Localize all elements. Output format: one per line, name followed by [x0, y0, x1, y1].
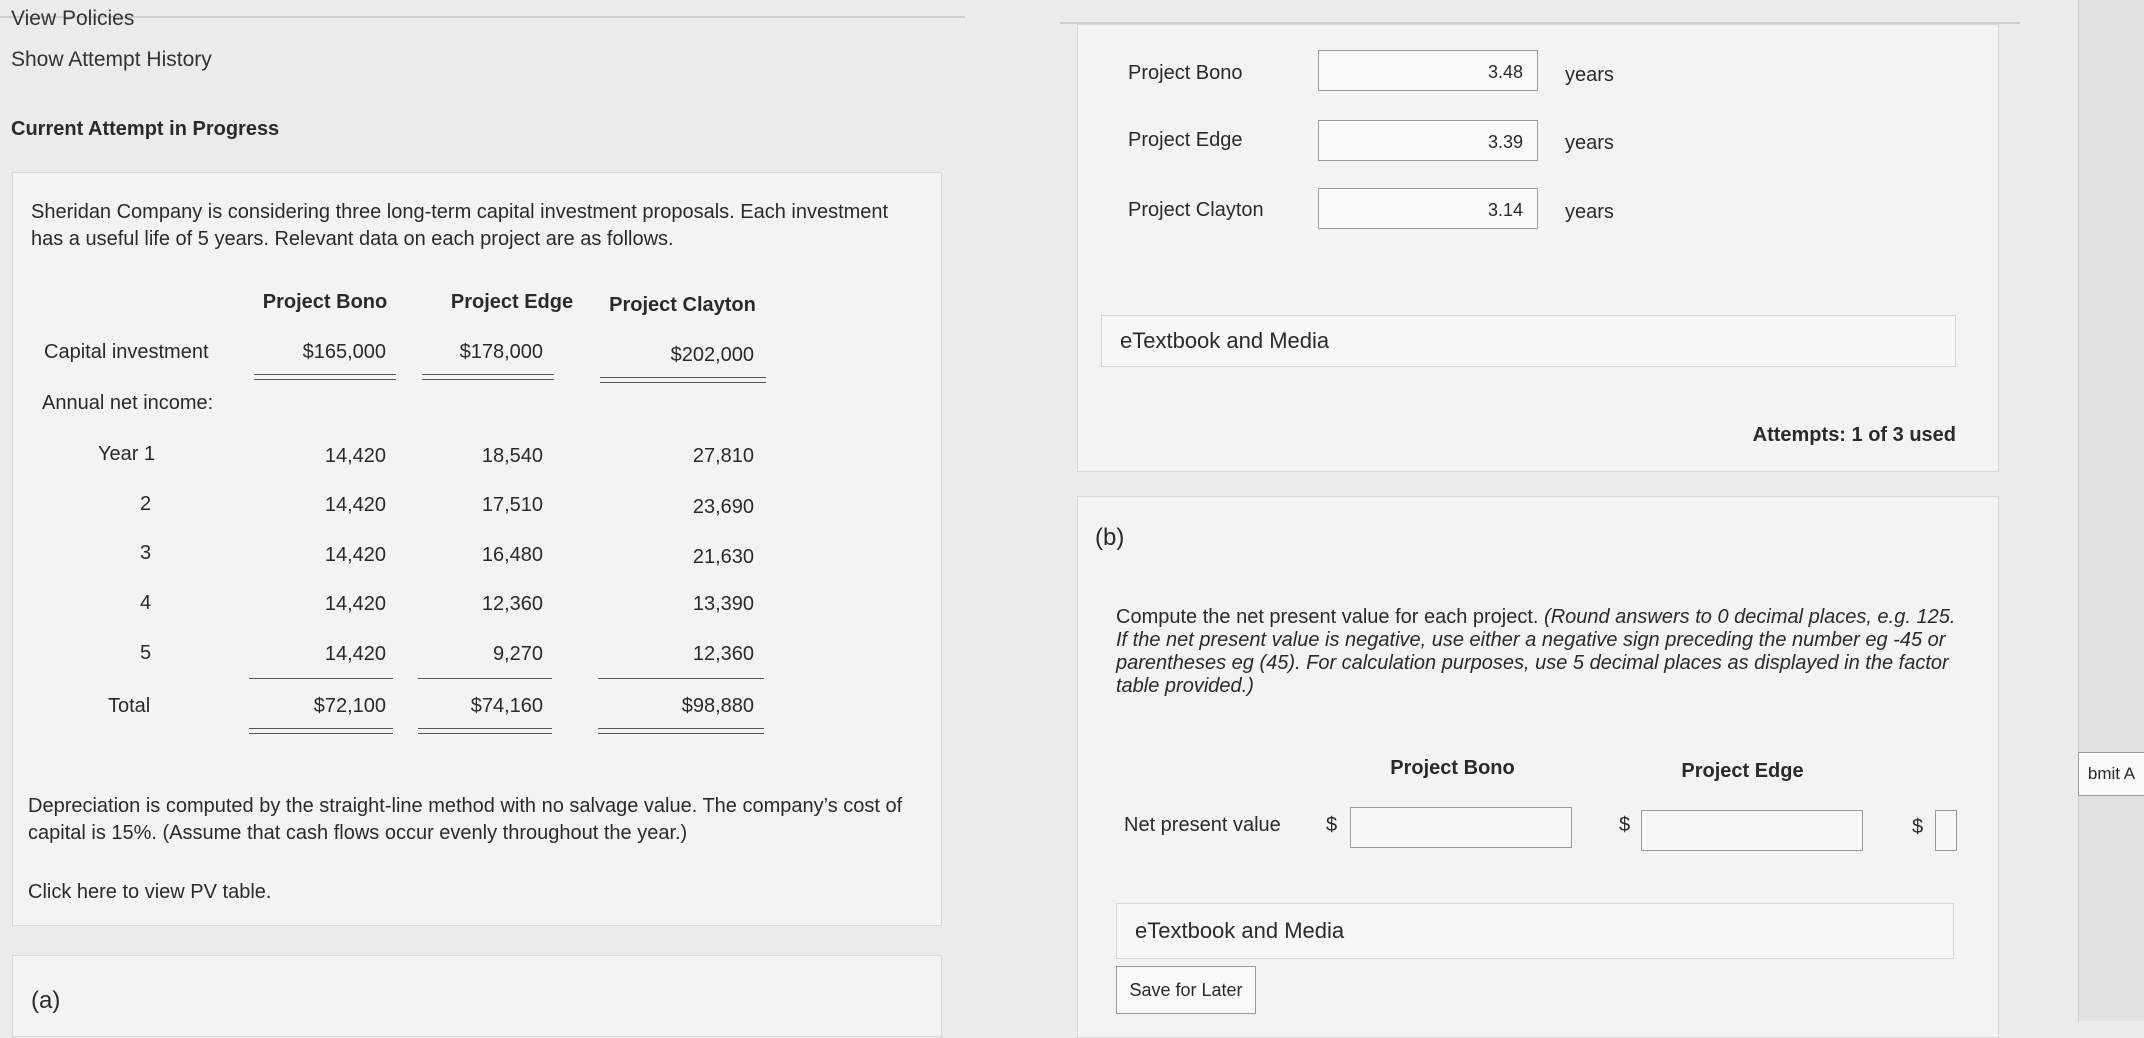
npv-label: Net present value	[1124, 814, 1281, 836]
cell-clayton: 12,360	[692, 643, 754, 665]
cell-edge: 9,270	[492, 643, 543, 665]
part-a-label: (a)	[31, 987, 61, 1014]
total-label: Total	[108, 695, 151, 717]
top-divider-left	[0, 16, 965, 18]
etextbook-media-b[interactable]: eTextbook and Media	[1116, 903, 1954, 959]
cell-bono: 14,420	[324, 494, 386, 516]
etextbook-media-a[interactable]: eTextbook and Media	[1101, 315, 1956, 367]
cell-edge: 17,510	[481, 494, 543, 516]
total-bono: $72,100	[313, 695, 386, 717]
cell-edge: 12,360	[481, 593, 543, 615]
currency-symbol: $	[1619, 814, 1631, 836]
payback-unit: years	[1565, 132, 1614, 154]
payback-unit: years	[1565, 64, 1614, 86]
depreciation-text: Depreciation is computed by the straight-line method with no salvage value. The company’s cost of capital is 15%. (Assume that cash flows occur evenly throughout the year.)	[28, 795, 903, 844]
attempts-counter: Attempts: 1 of 3 used	[1752, 424, 1956, 446]
capital-edge: $178,000	[459, 341, 543, 363]
pv-table-link[interactable]: Click here to view PV table.	[28, 881, 272, 903]
cell-bono: 14,420	[324, 544, 386, 566]
cell-clayton: 13,390	[692, 593, 754, 615]
row-label: 2	[140, 493, 152, 515]
col-header-edge: Project Edge	[450, 291, 574, 313]
npv-input-edge[interactable]	[1641, 810, 1863, 851]
npv-instruction-plain: Compute the net present value for each project.	[1116, 606, 1545, 628]
capital-clayton: $202,000	[670, 344, 754, 366]
show-attempt-history-link[interactable]: Show Attempt History	[11, 48, 212, 71]
payback-label-bono: Project Bono	[1128, 62, 1243, 84]
part-a-panel	[12, 955, 942, 1037]
save-for-later-button[interactable]: Save for Later	[1116, 966, 1256, 1014]
part-b-label: (b)	[1095, 524, 1125, 551]
submit-answer-button[interactable]: bmit A	[2078, 752, 2144, 796]
cell-edge: 18,540	[481, 445, 543, 467]
payback-answer-edge[interactable]: 3.39	[1318, 120, 1538, 161]
currency-symbol: $	[1326, 814, 1338, 836]
payback-panel	[1077, 24, 1999, 472]
col-header-clayton: Project Clayton	[609, 294, 756, 316]
total-edge: $74,160	[470, 695, 543, 717]
row-label: Year 1	[98, 443, 156, 465]
annual-net-income-label: Annual net income:	[42, 392, 214, 414]
currency-symbol: $	[1912, 816, 1924, 838]
row-label: 3	[140, 542, 152, 564]
npv-input-clayton[interactable]	[1935, 810, 1957, 851]
npv-col-bono: Project Bono	[1390, 757, 1515, 779]
col-header-bono: Project Bono	[262, 291, 388, 313]
cell-clayton: 23,690	[692, 496, 754, 518]
current-attempt-heading: Current Attempt in Progress	[11, 118, 280, 140]
cell-clayton: 27,810	[692, 445, 754, 467]
row-label: 4	[140, 592, 152, 614]
cell-clayton: 21,630	[692, 546, 754, 568]
right-edge-strip	[2078, 0, 2144, 1021]
row-label: 5	[140, 642, 152, 664]
capital-investment-label: Capital investment	[44, 341, 209, 363]
cell-edge: 16,480	[481, 544, 543, 566]
payback-answer-clayton[interactable]: 3.14	[1318, 188, 1538, 229]
cell-bono: 14,420	[324, 643, 386, 665]
payback-label-clayton: Project Clayton	[1128, 199, 1264, 221]
npv-col-edge: Project Edge	[1681, 760, 1804, 782]
payback-answer-bono[interactable]: 3.48	[1318, 50, 1538, 91]
problem-intro: Sheridan Company is considering three long-term capital investment proposals. Each investment has a useful life of 5 years. Relevant data on each project are as follows.	[31, 201, 889, 250]
npv-instruction-note: (Round answers to 0 decimal places, e.g. 125. If the net present value is negative, use either a negative sign preceding the number eg -45 or parentheses eg (45). For calculation purposes, use 5 decimal places as displayed in the factor table provided.)	[1116, 606, 1956, 697]
npv-input-bono[interactable]	[1350, 807, 1572, 848]
cell-bono: 14,420	[324, 445, 386, 467]
view-policies-link[interactable]: View Policies	[11, 7, 135, 30]
capital-bono: $165,000	[302, 341, 386, 363]
payback-label-edge: Project Edge	[1128, 129, 1243, 151]
payback-unit: years	[1565, 201, 1614, 223]
total-clayton: $98,880	[681, 695, 754, 717]
cell-bono: 14,420	[324, 593, 386, 615]
npv-instruction	[1116, 606, 1956, 698]
